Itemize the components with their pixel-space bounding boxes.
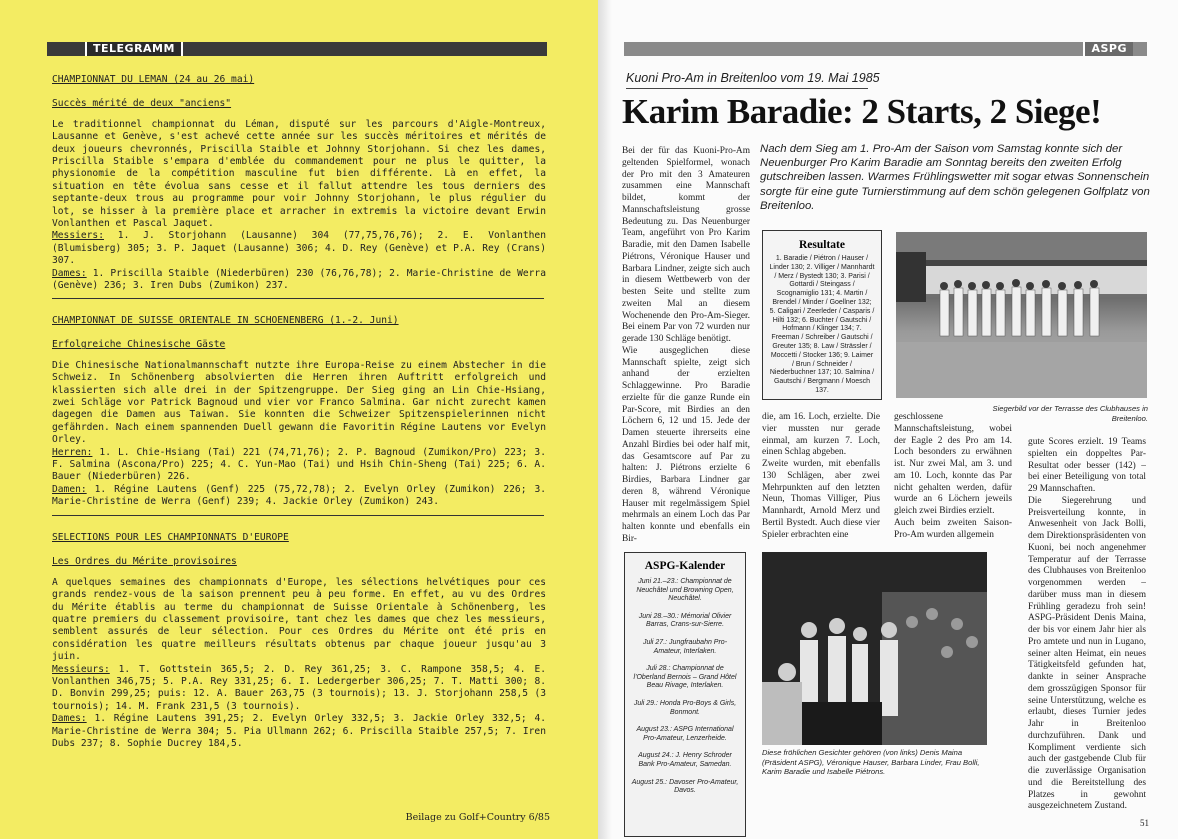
separator: [52, 515, 544, 516]
block-schoenenberg-subtitle: Erfolgreiche Chinesische Gäste: [52, 339, 226, 351]
article-headline: Karim Baradie: 2 Starts, 2 Siege!: [622, 92, 1102, 131]
article-lead: Nach dem Sieg am 1. Pro-Am der Saison vom Samstag konnte sich der Neuenburger Pro Karim Baradie am Sonntag bereits den zweiten Erfolg gutschreiben lassen. Warmes Frühlingswetter mit sogar etwas Sonnenschein sorgte für eine gute Turnierstimmung auf dem schön gelegenen Golfplatz von Breitenloo.: [760, 143, 1150, 212]
block-selections: [52, 532, 546, 751]
men-label: Messiers:: [52, 230, 104, 242]
resultate-title: Resultate: [799, 239, 845, 251]
men-label: Herren:: [52, 446, 93, 458]
left-footer: Beilage zu Golf+Country 6/85: [405, 812, 550, 823]
kalender-item: Juli 29.: Honda Pro-Boys & Girls, Bonmont.: [633, 699, 737, 716]
block-leman-text: Le traditionnel championnat du Léman, disputé sur les parcours d'Aigle-Montreux, Lausanne et Genève, s'est achevé cette année sur les succès méritoires et mérités de deux joueurs chevronnés, Priscilla Staible et Johnny Storjohann. Si chez les dames, Priscilla Staible s'empara d'emblée du commandement pour ne plus le quitter, la physionomie de la compétition masculine fut bien différente. Là en effet, la situation en tête évolua sans cesse et il fallut attendre les tous derniers des septante-deux trous au programme pour voir Johnny Storjohann, le plus régulier du lot, se hisser à la première place et arracher in extremis la victoire devant Erwin Vonlanthen et Pascal Jaquet.: [52, 118, 546, 230]
women-label: Damen:: [52, 483, 87, 495]
women-results: 1. Régine Lautens 391,25; 2. Evelyn Orley 332,5; 3. Jackie Orley 332,5; 4. Marie-Christine de Werra 304; 5. Pia Ullmann 262; 6. Priscilla Staible 257,5; 7. Iren Dubs 237; 8. Sophie Ducrey 184,5.: [52, 713, 546, 750]
block-leman-subtitle: Succès mérité de deux "anciens": [52, 98, 232, 110]
men-label: Messieurs:: [52, 663, 110, 675]
section-bar-right: [624, 42, 1147, 56]
block-leman: [52, 74, 546, 293]
women-results: 1. Priscilla Staible (Niederbüren) 230 (76,76,78); 2. Marie-Christine de Werra (Genève) 236; 3. Iren Dubs (Zumikon) 237.: [52, 267, 546, 292]
block-leman-title: CHAMPIONNAT DU LEMAN (24 au 26 mai): [52, 74, 255, 85]
kalender-item: Juni 28.–30.: Mémorial Olivier Barras, Crans-sur-Sierre.: [638, 612, 732, 629]
section-label-aspg: ASPG: [1083, 42, 1133, 56]
party-photo: [762, 552, 987, 745]
block-leman-men: [52, 230, 546, 267]
men-results: 1. J. Storjohann (Lausanne) 304 (77,75,76,76); 2. E. Vonlanthen (Blumisberg) 305; 3. P. Jaquet (Lausanne) 306; 4. D. Rey (Genève) et P.A. Rey (Crans) 307.: [52, 230, 546, 267]
party-photo-image: [762, 552, 987, 745]
block-schoenenberg: [52, 315, 546, 509]
kalender-title: ASPG-Kalender: [644, 560, 726, 572]
kalender-item: August 23.: ASPG International Pro-Amateur, Lenzerheide.: [636, 726, 734, 742]
men-results: 1. T. Gottstein 365,5; 2. D. Rey 361,25; 3. C. Rampone 358,5; 4. E. Vonlanthen 346,75; 5. P.A. Rey 331,25; 6. I. Ledergerber 306,25; 7. T. Matti 300; 8. D. Bonvin 299,25; puis: 12. A. Bauer 263,75 (3 tournois); 13. J. Storjohann 258,5 (3 tournois); 14. M. Frank 231,5 (3 tournois).: [52, 663, 546, 712]
column-4-para-1: gute Scores erzielt. 19 Teams spielten ein doppeltes Par-Resultat oder besser (142) – bei einer Beteiligung von total 29 Mannschaften.: [1028, 437, 1146, 494]
block-schoenenberg-men: [52, 447, 546, 484]
kalender-item: August 25.: Davoser Pro-Amateur, Davos.: [631, 778, 739, 795]
block-selections-subtitle: Les Ordres du Mérite provisoires: [52, 556, 237, 568]
women-label: Dames:: [52, 267, 87, 279]
column-4: [1028, 437, 1146, 813]
column-3-para-2: Auch beim zweiten Saison-Pro-Am wurden allgemein: [894, 517, 1012, 540]
page-number: 51: [1140, 818, 1149, 828]
women-results: 1. Régine Lautens (Genf) 225 (75,72,78); 2. Evelyn Orley (Zumikon) 226; 3. Marie-Christine de Werra (Genf) 239; 4. Jackie Orley (Zumikon) 243.: [52, 483, 546, 508]
block-schoenenberg-title: CHAMPIONNAT DE SUISSE ORIENTALE IN SCHOENENBERG (1.-2. Juni): [52, 315, 399, 326]
kalender-item: Juni 21.–23.: Championnat de Neuchâtel und Browning Open, Neuchâtel.: [636, 578, 734, 603]
kalender-item: Juli 27.: Jungfraubahn Pro-Amateur, Interlaken.: [642, 638, 728, 655]
resultate-text: 1. Baradie / Piétron / Hauser / Linder 130; 2. Villiger / Mannhardt / Merz / Bystedt 130; 3. Parisi / Gottardi / Steingass / Scognamiglio 131; 4. Martin / Brendel / Minder / Goellner 132; 5. Caligari / Zeerleder / Casparis / Hilti 132; 6. Buchter / Gautschi / Hofmann / Klinger 134; 7. Freeman / Schreiber / Gautschi / Greuter 135; 8. Law / Strässler / Moccetti / Stocker 136; 9. Laimer / Brun / Schneider / Niederbuchner 137; 10. Salmina / Gautschi / Bergmann / Moesch 137.: [769, 255, 875, 394]
block-schoenenberg-women: [52, 484, 546, 509]
column-4-para-2: Die Siegerehrung und Preisverteilung konnte, in Anwesenheit von Jack Bolli, dem Direktionspräsidenten von Kuoni, bei noch angenehmer Temperatur auf der Terrasse des Clubhauses von Breitenloo vorgenommen werden – darüber muss man in diesem Frühling geradezu froh sein! ASPG-Präsident Denis Maina, der bis vor einem Jahr hier als Pro amtete und nun in Lugano, seiner alten Heimat, ein neues Tätigkeitsfeld gefunden hat, dankte in seiner Ansprache dem grosszügigen Sponsor für seine Unterstützung, welche es erlaubt, dieses Turnier jedes Jahr in Breitenloo durchzuführen. Dank und Kompliment verdiente sich auch der gastgebende Club für die zuverlässige Organisation und die Bereitstellung des Platzes in gewohnt ausgezeichnetem Zustand.: [1028, 495, 1146, 812]
block-selections-title: SELECTIONS POUR LES CHAMPIONNATS D'EUROPE: [52, 532, 289, 543]
block-selections-women: [52, 713, 546, 750]
winners-photo-image: [896, 232, 1147, 398]
column-2-para-2: Zweite wurden, mit ebenfalls 130 Schlägen, aber zwei Mehrpunkten auf den letzten Neun, Thomas Villiger, Pius Mannhardt, Arnold Merz und Bertil Bystedt. Auch diese vier Spieler erbrachten eine: [762, 459, 880, 540]
article-kicker: Kuoni Pro-Am in Breitenloo vom 19. Mai 1985: [626, 71, 880, 85]
women-label: Dames:: [52, 713, 87, 725]
page-fold-shadow: [598, 0, 612, 839]
block-selections-men: [52, 664, 546, 714]
kalender-item: Juli 28.: Championnat de l'Oberland Bernois – Grand Hôtel Beau Rivage, Interlaken.: [633, 665, 737, 690]
block-schoenenberg-text: Die Chinesische Nationalmannschaft nutzte ihre Europa-Reise zu einem Abstecher in die Schweiz. In Schönenberg absolvierten die Herren ihren Auftritt erfolgreich und klassierten sich alle drei in der Spitzengruppe. Der Sieg ging an Lin Chie-Hsiang, zwei Schläge vor Patrick Bagnoud und vier vor Franco Salmina. Gar nicht zurecht kamen dagegen die Damen aus Taiwan. Sie konnten die Schweizer Spitzenspielerinnen nicht gefährden. Nach einem spannenden Duell gewann die Favoritin Régine Lautens vor Evelyn Orley.: [52, 359, 546, 446]
separator: [52, 298, 544, 299]
column-3-para-1: geschlossene Mannschaftsleistung, wobei der Eagle 2 des Pro am 14. Loch besonders zu erwähnen ist. Nur zwei Mal, am 3. und am 10. Loch, konnte das Par nicht gehalten werden, dafür wurde an 6 Löchern jeweils gleich zwei Birdies erzielt.: [894, 412, 1012, 516]
aspg-kalender-box: [624, 552, 746, 837]
winners-photo: [896, 232, 1147, 398]
column-1-para-1: Bei der für das Kuoni-Pro-Am geltenden Spielformel, wonach der Pro mit den 3 Amateuren zusammen eine Mannschaft bildet, kommt der Mannschaftsleistung grosse Bedeutung zu. Das Neuenburger Team, angeführt von Pro Karim Baradie, mit den Damen Isabelle Piétrons, Véronique Hauser und Barbara Lindner, zeigte sich auch in diesem Wettbewerb von der besten Seite und stellte zum zweiten Mal an diesem Wochenende den Pro-Am-Sieger. Bei einem Par von 72 wurden nur gerade 130 Schläge benötigt.: [622, 146, 750, 344]
party-photo-caption: Diese fröhlichen Gesichter gehören (von links) Denis Maina (Präsident ASPG), Véronique Hauser, Barbara Linder, Frau Bolli, Karim Baradie und Isabelle Piétrons.: [762, 748, 980, 777]
kicker-rule: [626, 88, 868, 89]
block-leman-women: [52, 268, 546, 293]
winners-photo-caption: Siegerbild vor der Terrasse des Clubhauses in Breitenloo.: [992, 404, 1148, 423]
block-selections-text: A quelques semaines des championnats d'Europe, les sélections helvétiques pour ces grands rendez-vous de la saison prennent peu à peu forme. En effet, au vu des Ordres du Mérite établis au terme du championnat de Suisse Orientale à Schönenberg, les quatre premiers du classement provisoire, tant chez les dames que chez les messieurs, semblent assurés de leur sélection. Pour ces Ordres du Mérite ont été pris en considération les quatre meilleurs résultats obtenus par chaque joueur jusqu'au 3 juin.: [52, 576, 546, 663]
column-2-para-1: die, am 16. Loch, erzielte. Die vier mussten nur gerade einmal, am kurzen 7. Loch, einen Schlag abgeben.: [762, 412, 880, 458]
resultate-box: [762, 230, 882, 400]
men-results: 1. L. Chie-Hsiang (Tai) 221 (74,71,76); 2. P. Bagnoud (Zumikon/Pro) 223; 3. F. Salmina (Ascona/Pro) 225; 4. C. Yun-Mao (Tai) und Hsih Chin-Sheng (Tai) 225; 6. A. Bauer (Niederbüren) 226.: [52, 446, 546, 483]
right-page: [598, 0, 1178, 839]
column-3: [894, 412, 1012, 541]
section-label-telegramm: TELEGRAMM: [85, 42, 183, 56]
column-2: [762, 412, 880, 541]
column-1-para-2: Wie ausgeglichen diese Mannschaft spielte, zeigt sich anhand der erzielten Schlaggewinne. Pro Baradie erzielte für die ganze Runde ein Par-Score, mit Birdies an den Löchern 6, 12 und 15. Jede der Damen steuerte ihrerseits eine Anzahl Birdies bei oder half mit, das Gesamtscore auf Par zu halten: J. Piétrons erzielte 6 Birdies, Barbara Lindner gar deren 8, während Véronique Hauser mit regelmässigem Spiel mehrmals an einem Loch das Par halten konnte und ebenfalls ein Bir-: [622, 345, 750, 544]
kalender-item: August 24.: J. Henry Schroder Bank Pro-Amateur, Samedan.: [638, 752, 732, 768]
section-bar-left: [47, 42, 547, 56]
column-1: [622, 146, 750, 546]
